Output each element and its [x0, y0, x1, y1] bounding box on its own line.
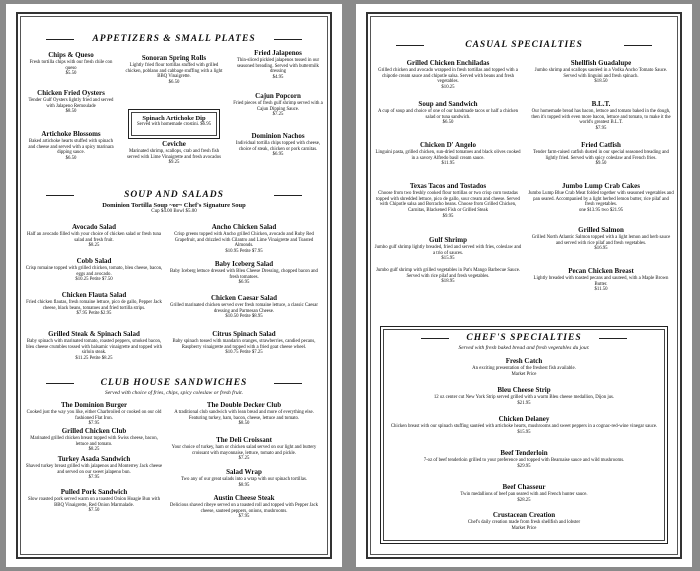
- menu-item: Chicken Caesar Salad Grilled marinated chicken served over fresh romaine lettuce, a classic Caesar dressing and Parmesan Cheese. $10.50 Petite $8.95: [170, 294, 318, 320]
- menu-item: Grilled Steak & Spinach Salad Baby spinach with marinated tomato, roasted peppers, smoked bacon, bleu cheese crumbles tossed with balsamic vinaigrette and topped with sirloin steak. $11.25 Petite $8.25: [25, 330, 162, 362]
- menu-item: Crustacean Creation Chef's daily creation made from fresh shellfish and lobster Market Price: [467, 511, 581, 531]
- section-heading-casual: CASUAL SPECIALTIES: [368, 40, 680, 50]
- featured-item-box: Spinach Artichoke Dip Served with homemade crostini. $6.95: [128, 109, 220, 139]
- menu-page-left: [6, 4, 342, 567]
- menu-item: Ceviche Marinated shrimp, scallops, crab and fresh fish served with Lime Vinaigrette and fresh avocados $9.25: [127, 140, 221, 166]
- menu-page-right: [356, 4, 692, 567]
- menu-item: Bleu Cheese Strip 12 oz center cut New York Strip served grilled with a warm Bleu cheese medallion, Dijon jus. $21.95: [433, 386, 615, 406]
- menu-item: Chicken Delaney Chicken breast with our spinach stuffing sautéed with artichoke hearts, mushrooms and sweet peppers in a cognac-red-wine vinegar sauce. $15.95: [390, 415, 658, 435]
- menu-item: Shellfish Guadalupe Jumbo shrimp and scallops sautéed in a Vodka Ancho Tomato Sauce. Served with linguini and fresh spinach. $18.50: [534, 59, 668, 85]
- menu-item: Texas Tacos and Tostados Choose from two freshly cooked flour tortillas or two crisp corn tostadas topped with shredded lettuce, pico de gallo, sour cream and cheese. Served with Chipotle salsa and Borracho beans. Choose from Grilled Chicken, Carnitas, Blackened Fish or Grilled Steak $9.95: [376, 182, 520, 219]
- tortilla-soup-line: Dominion Tortilla Soup ~or~ Chef's Signature Soup Cup $4.00 Bowl $5.00: [102, 202, 246, 214]
- menu-item: Ancho Chicken Salad Crisp greens topped with Ancho grilled Chicken, avocado and Ruby Red Grapefruit, and drizzled with Cilantro and Lime Vinaigrette and Toasted Almonds. $10.95 Petite $7.95: [174, 223, 314, 255]
- menu-item: Artichoke Blossoms Baked artichoke hearts stuffed with spinach and cheese and served with a spicy marinara dipping sauce. $6.50: [28, 130, 114, 162]
- menu-item: B.L.T. Our homemade bread has bacon, lettuce and tomato baked in the dough, then it's topped with even more bacon, lettuce and tomato, to make it the world's greatest B.L.T. $7.95: [531, 100, 671, 132]
- menu-item: Cajun Popcorn Fried pieces of fresh gulf shrimp served with a Cajun Dipping Sauce. $7.25: [233, 92, 323, 118]
- section-heading-club: CLUB HOUSE SANDWICHES: [18, 378, 330, 388]
- menu-item: Pecan Chicken Breast Lightly breaded with toasted pecans and sauteed, with a Maple Brown Butter. $11.50: [533, 267, 669, 293]
- menu-item: Dominion Nachos Individual tortilla chips topped with cheese, choice of steak, chicken or pork carnitas. $6.95: [235, 132, 321, 158]
- menu-item: Grilled Chicken Enchiladas Grilled chicken and avocado wrapped in fresh tortillas and topped with a chipotle cream sauce and chipotle salsa. Served with beans and fresh vegetables. $10.25: [378, 59, 518, 91]
- menu-item: Chicken Flauta Salad Fried chicken flautas, fresh romaine lettuce, pico de gallo, Pepper Jack cheese, black beans, tomatoes and fried tortilla strips. $7.95 Petite $2.95: [26, 291, 162, 317]
- menu-item: Citrus Spinach Salad Baby spinach tossed with mandarin oranges, strawberries, candied pecans, Raspberry vinaigrette and topped with a fried goat cheese wheel. $10.75 Petite $7.25: [172, 330, 316, 356]
- menu-item: Sonoran Spring Rolls Lightly fried flour tortillas stuffed with grilled chicken, poblano and cabbage stuffing with a light BBQ Vinaigrette. $6.50: [125, 54, 223, 86]
- menu-item: Chips & Queso Fresh tortilla chips with our fresh chile con queso $5.50: [29, 51, 113, 77]
- menu-item: Grilled Chicken Club Marinated grilled chicken breast topped with Swiss cheese, bacon, lettuce and tomato. $8.25: [30, 427, 158, 453]
- menu-item: Austin Cheese Steak Delicious shaved ribeye served on a toasted roll and topped with Pepper Jack cheese, sauteed peppers, onions, mushrooms. $7.95: [169, 494, 319, 520]
- chef-specialties-box: [380, 326, 668, 544]
- menu-item: The Deli Croissant Your choice of turkey, ham or chicken salad served on our light and buttery croissant with mayonnaise, lettuce, tomato and pickle. $7.25: [171, 436, 317, 462]
- menu-item: Fresh Catch An exciting presentation of the freshest fish available. Market Price: [472, 357, 576, 377]
- menu-item: Jumbo gulf shrimp with grilled vegetables in Pat's Mango Barbecue Sauce. Served with rice pilaf and fresh vegetables. $18.95: [375, 268, 521, 285]
- menu-item: Gulf Shrimp Jumbo gulf shrimp lightly breaded, fried and served with fries, coleslaw and a trio of sauces. $15.95: [374, 236, 522, 262]
- menu-item: Beef Chasseur Twin medallions of beef pan seared with and French hunter sauce. $28.25: [460, 483, 588, 503]
- menu-item: Baby Iceberg Salad Baby Iceberg lettuce dressed with Bleu Cheese Dressing, chopped bacon and fresh tomatoes. $6.95: [170, 260, 318, 286]
- menu-item: The Dominion Burger Cooked just the way you like, either Charbroiled or cooked on our old fashioned Flat Iron. $7.95: [26, 401, 162, 427]
- menu-item: Fried Catfish Tender farm-raised catfish dusted in our special seasoned breading and lightly fried. Served with spicy coleslaw and French fries. $9.50: [533, 141, 669, 167]
- menu-item: Chicken D' Angelo Linguini pasta, grilled chicken, sun-dried tomatoes and black olives cooked in a savory Alfredo basil cream sauce. $11.95: [375, 141, 521, 167]
- menu-item: Salad Wrap Two any of our great salads into a wrap with our spinach tortillas. $8.95: [180, 468, 308, 488]
- section-heading-chef: CHEF'S SPECIALTIES: [393, 333, 655, 343]
- menu-item: Fried Jalapenos Thin-sliced pickled jalapenos tossed in our seasoned breading. Served with buttermilk dressing $4.95: [236, 49, 320, 81]
- menu-item: Jumbo Lump Crab Cakes Jumbo Lump Blue Crab Meat folded together with seasoned vegetables and pan seared. Accompanied by a light herbed lemon butter, rice pilaf and fresh vegetables. one $13.95 two $21.95: [528, 182, 674, 214]
- menu-item: The Double Decker Club A traditional club sandwich with lean bread and more of everything else. Featuring turkey, ham, bacon, cheese, lettuce and tomato. $8.50: [174, 401, 314, 427]
- menu-item: Beef Tenderloin 7-oz of beef tenderloin grilled to your preference and topped with Bearnaise sauce and wild mushrooms. $29.95: [423, 449, 625, 469]
- section-heading-soups: SOUP AND SALADS: [18, 190, 330, 200]
- menu-item: Avocado Salad Half an avocado filled with your choice of chicken salad or fresh tuna salad and fresh fruit. $8.25: [27, 223, 161, 249]
- menu-item: Pulled Pork Sandwich Slow roasted pork served warm on a toasted Onion Hoagie Bun with BBQ Vinaigrette, Red Onion Marmalade. $7.50: [27, 488, 161, 514]
- menu-item: Grilled Salmon Grilled North Atlantic Salmon topped with a light lemon and herb sauce and served with rice pilaf and fresh vegetables. $16.95: [531, 226, 671, 252]
- menu-item: Turkey Asada Sandwich Shaved turkey breast grilled with jalapenos and Monterrey Jack cheese and served on our sweet jalapeno bun. $7.95: [25, 455, 163, 481]
- section-heading-appetizers: APPETIZERS & SMALL PLATES: [18, 34, 330, 44]
- menu-item: Cobb Salad Crisp romaine topped with grilled chicken, tomato, bleu cheese, bacon, eggs and avocado. $10.25 Petite $7.50: [25, 257, 163, 283]
- section-subtitle: Served with fresh baked bread and fresh vegetables du jour.: [458, 345, 590, 351]
- section-subtitle: Served with choice of fries, chips, spicy coleslaw or fresh fruit.: [104, 390, 244, 396]
- menu-item: Soup and Sandwich A cup of soup and choice of one of our handmade tacos or half a chicken salad or tuna sandwich. $6.50: [378, 100, 518, 126]
- menu-item: Chicken Fried Oysters Tender Gulf Oysters lightly fried and served with Jalapeno Remoulade $8.50: [28, 89, 114, 115]
